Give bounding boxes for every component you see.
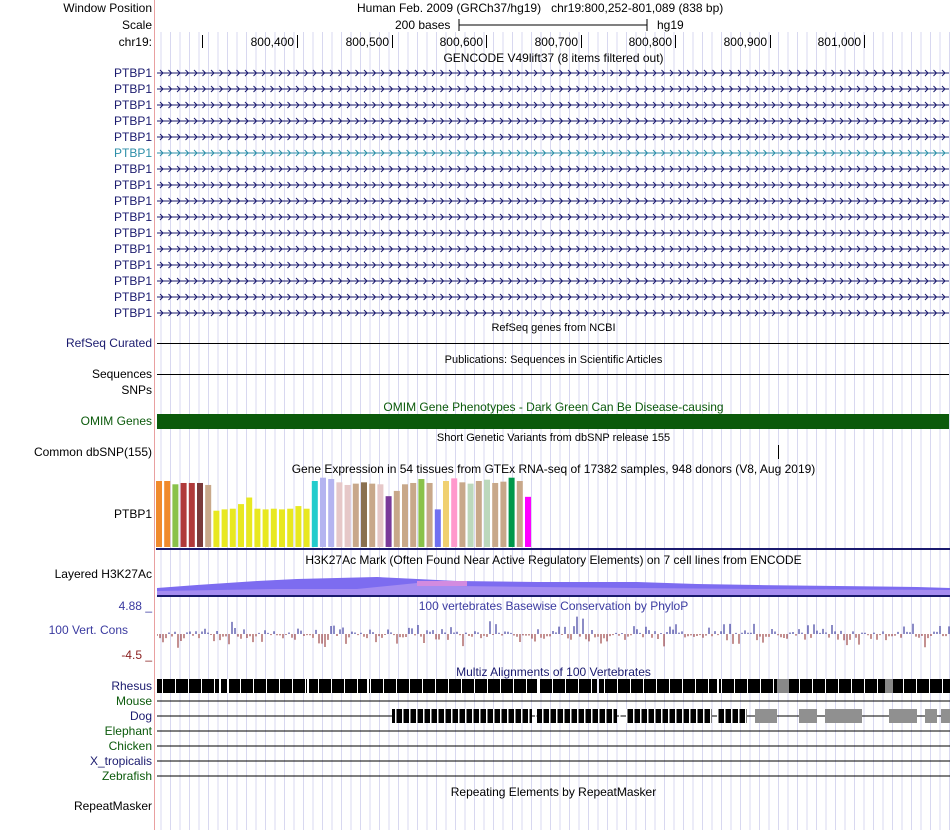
gtex-tissue-bar: [181, 483, 187, 547]
rhesus-gap: [318, 679, 319, 693]
gene-transcript[interactable]: [157, 81, 949, 97]
scale-db-text: hg19: [657, 18, 684, 32]
gtex-tissue-bar: [427, 483, 433, 547]
species-label[interactable]: Elephant: [104, 724, 152, 738]
rhesus-alignment-block: [309, 679, 367, 693]
dbsnp-track-title: Short Genetic Variants from dbSNP release 155: [436, 432, 671, 444]
gene-transcript[interactable]: [157, 129, 949, 145]
dog-gap: [598, 709, 600, 723]
dog-gap: [570, 709, 572, 723]
gene-label[interactable]: PTBP1: [113, 194, 152, 208]
omim-phenotype-bar[interactable]: [157, 414, 949, 429]
dog-gap: [577, 709, 579, 723]
dog-gap: [458, 709, 460, 723]
gtex-tissue-bar: [279, 509, 285, 547]
dog-gap: [500, 709, 502, 723]
pubs-track[interactable]: [157, 374, 949, 375]
rhesus-gap: [669, 679, 670, 693]
gtex-tissue-bar: [205, 485, 211, 547]
gene-label[interactable]: PTBP1: [113, 114, 152, 128]
dog-gap: [661, 709, 663, 723]
rhesus-gap: [201, 679, 202, 693]
rhesus-gap: [279, 679, 280, 693]
ruler-tick-mark: [202, 35, 203, 48]
pubs-track-title: Publications: Sequences in Scientific Articles: [444, 354, 663, 366]
gtex-tissue-bar: [410, 483, 416, 547]
gtex-tissue-bar: [320, 478, 326, 547]
gtex-tissue-bar: [443, 481, 449, 547]
gtex-tissue-bar: [500, 482, 506, 547]
assembly-text: Human Feb. 2009 (GRCh37/hg19): [357, 1, 542, 15]
ruler-tick-label: 800,400: [250, 35, 294, 49]
dog-unaligned-block: [889, 709, 917, 723]
omim-track-title: OMIM Gene Phenotypes - Dark Green Can Be Disease-causing: [383, 400, 724, 414]
gtex-tissue-bar: [386, 496, 392, 547]
dog-gap: [423, 709, 425, 723]
gtex-tissue-bar: [476, 481, 482, 547]
dog-unaligned-block: [925, 709, 937, 723]
rhesus-gap: [643, 679, 644, 693]
gtex-tissue-bar: [156, 481, 162, 547]
gtex-tissue-bar: [418, 479, 424, 547]
dog-gap: [451, 709, 453, 723]
dog-gap: [633, 709, 635, 723]
rhesus-gap: [591, 679, 592, 693]
rhesus-alignment-block: [893, 679, 950, 693]
dog-gap: [640, 709, 642, 723]
rhesus-alignment-block: [599, 679, 717, 693]
dog-unaligned-block: [941, 709, 950, 723]
gene-label[interactable]: PTBP1: [113, 178, 152, 192]
dog-gap: [395, 709, 397, 723]
ruler-tick-label: 801,000: [817, 35, 861, 49]
ruler-tick-mark: [297, 35, 298, 48]
base-position-ruler[interactable]: [157, 33, 950, 49]
dog-gap: [738, 709, 740, 723]
repeatmasker-track-title: Repeating Elements by RepeatMasker: [450, 785, 657, 799]
dog-gap: [486, 709, 488, 723]
species-label[interactable]: Mouse: [115, 694, 152, 708]
ruler-tick-mark: [675, 35, 676, 48]
rhesus-gap: [240, 679, 241, 693]
rhesus-unaligned-block: [885, 679, 893, 693]
species-label[interactable]: Dog: [129, 709, 152, 723]
rhesus-gap: [825, 679, 826, 693]
rhesus-gap: [812, 679, 813, 693]
gene-transcript[interactable]: [157, 257, 949, 273]
multiz-track-title: Multiz Alignments of 100 Vertebrates: [456, 665, 651, 679]
gene-label[interactable]: PTBP1: [113, 146, 152, 160]
gene-transcript[interactable]: [157, 145, 949, 161]
rhesus-gap: [175, 679, 176, 693]
gtex-tissue-bar: [287, 509, 293, 547]
gtex-tissue-bar: [468, 484, 474, 547]
rhesus-gap: [331, 679, 332, 693]
gtex-tissue-bar: [525, 497, 531, 547]
ruler-tick-mark: [392, 35, 393, 48]
gene-label[interactable]: PTBP1: [113, 98, 152, 112]
rhesus-gap: [513, 679, 514, 693]
gene-transcript[interactable]: [157, 273, 949, 289]
ruler-tick-label: 800,700: [534, 35, 578, 49]
dog-gap: [465, 709, 467, 723]
rhesus-gap: [435, 679, 436, 693]
rhesus-gap: [903, 679, 904, 693]
pubs-sequences-label[interactable]: Sequences: [91, 367, 152, 381]
gtex-tissue-bar: [492, 483, 498, 547]
rhesus-gap: [448, 679, 449, 693]
rhesus-alignment-block: [221, 679, 227, 693]
phylop-conservation-plot[interactable]: [157, 612, 950, 664]
gtex-tissue-bar: [459, 482, 465, 547]
rhesus-gap: [357, 679, 358, 693]
refseq-track[interactable]: [157, 343, 949, 344]
rhesus-gap: [162, 679, 163, 693]
rhesus-gap: [500, 679, 501, 693]
dog-gap: [696, 709, 698, 723]
h3k27ac-layer-pink: [417, 581, 467, 586]
gtex-tissue-bar: [361, 482, 367, 547]
gtex-tissue-bar: [213, 511, 219, 547]
dog-gap: [528, 709, 530, 723]
gene-transcript[interactable]: [157, 209, 949, 225]
position-text: chr19:800,252-801,089 (838 bp): [551, 1, 724, 15]
rhesus-gap: [604, 679, 605, 693]
h3k27ac-track-label[interactable]: Layered H3K27Ac: [54, 567, 152, 581]
rhesus-gap: [929, 679, 930, 693]
gene-transcript[interactable]: [157, 193, 949, 209]
dog-gap: [416, 709, 418, 723]
gtex-tissue-bar: [295, 506, 301, 547]
gencode-track-title: GENCODE V49lift37 (8 items filtered out): [443, 51, 664, 65]
rhesus-gap: [487, 679, 488, 693]
phylop-max-label: 4.88 _: [118, 599, 152, 613]
gene-label[interactable]: PTBP1: [113, 242, 152, 256]
rhesus-gap: [383, 679, 384, 693]
rhesus-gap: [851, 679, 852, 693]
gtex-tissue-bar: [377, 484, 383, 547]
dog-gap: [444, 709, 446, 723]
gene-transcript[interactable]: [157, 113, 949, 129]
scale-bar-text: 200 bases: [395, 18, 451, 32]
dog-gap: [703, 709, 705, 723]
dog-gap: [437, 709, 439, 723]
gtex-track-label[interactable]: PTBP1: [113, 507, 152, 521]
ruler-tick-label: 800,900: [723, 35, 767, 49]
species-label[interactable]: X_tropicalis: [89, 754, 152, 768]
dog-gap: [668, 709, 670, 723]
ruler-tick-mark: [581, 35, 582, 48]
window-position-label: Window Position: [63, 1, 152, 15]
gtex-tissue-bar: [172, 484, 178, 547]
rhesus-gap: [214, 679, 215, 693]
phylop-min-label: -4.5 _: [121, 648, 152, 662]
ruler-tick-label: 800,500: [345, 35, 389, 49]
dog-gap: [591, 709, 593, 723]
pubs-snps-label[interactable]: SNPs: [121, 383, 152, 397]
rhesus-gap: [838, 679, 839, 693]
dog-gap: [514, 709, 516, 723]
dog-gap: [479, 709, 481, 723]
scale-label: Scale: [121, 18, 152, 32]
dog-gap: [626, 709, 628, 723]
gene-transcript[interactable]: [157, 305, 949, 321]
gene-transcript[interactable]: [157, 65, 949, 81]
ruler-tick-mark: [864, 35, 865, 48]
gtex-tissue-bar: [435, 509, 441, 547]
gene-transcript[interactable]: [157, 177, 949, 193]
ruler-tick-mark: [770, 35, 771, 48]
species-label[interactable]: Chicken: [108, 739, 152, 753]
dog-gap: [682, 709, 684, 723]
rhesus-gap: [708, 679, 709, 693]
rhesus-gap: [526, 679, 527, 693]
gtex-tissue-bar: [271, 509, 277, 547]
rhesus-gap: [721, 679, 722, 693]
gtex-tissue-bar: [164, 481, 170, 547]
gtex-tissue-bar: [254, 509, 260, 547]
gtex-tissue-bar: [230, 509, 236, 547]
rhesus-gap: [773, 679, 774, 693]
dog-gap: [689, 709, 691, 723]
dog-alignment-block: [392, 709, 532, 723]
dog-unaligned-block: [755, 709, 777, 723]
dog-gap: [507, 709, 509, 723]
rhesus-alignment-block: [789, 679, 885, 693]
gtex-tissue-bar: [189, 483, 195, 547]
rhesus-gap: [864, 679, 865, 693]
dbsnp-track-label[interactable]: Common dbSNP(155): [33, 445, 152, 459]
ruler-tick-label: 800,800: [628, 35, 672, 49]
gtex-tissue-bar: [312, 481, 318, 547]
ruler-tick-label: 800,600: [439, 35, 483, 49]
repeatmasker-track-label[interactable]: RepeatMasker: [73, 799, 152, 813]
rhesus-unaligned-block: [777, 679, 789, 693]
dog-gap: [731, 709, 733, 723]
gene-transcript[interactable]: [157, 241, 949, 257]
dog-unaligned-block: [799, 709, 817, 723]
dog-gap: [535, 709, 537, 723]
rhesus-gap: [422, 679, 423, 693]
gtex-tissue-bar: [509, 478, 515, 547]
dog-gap: [409, 709, 411, 723]
multiz-alignment-blocks[interactable]: [157, 677, 950, 785]
phylop-track-title: 100 vertebrates Basewise Conservation by PhyloP: [418, 599, 689, 613]
dog-gap: [612, 709, 614, 723]
ruler-tick-mark: [486, 35, 487, 48]
gene-label[interactable]: PTBP1: [113, 162, 152, 176]
dog-gap: [521, 709, 523, 723]
chrom-label: chr19:: [118, 35, 152, 49]
rhesus-gap: [461, 679, 462, 693]
dog-gap: [493, 709, 495, 723]
gtex-tissue-bar: [222, 509, 228, 547]
dog-gap: [675, 709, 677, 723]
gene-label[interactable]: PTBP1: [113, 290, 152, 304]
dog-gap: [584, 709, 586, 723]
gtex-tissue-bar: [336, 482, 342, 547]
gtex-track-title: Gene Expression in 54 tissues from GTEx RNA-seq of 17382 samples, 948 donors (V8, Aug 2019): [291, 462, 816, 476]
gtex-tissue-bar: [345, 485, 351, 547]
dog-gap: [472, 709, 474, 723]
rhesus-gap: [396, 679, 397, 693]
rhesus-gap: [539, 679, 540, 693]
gtex-tissue-bar: [353, 484, 359, 547]
dog-gap: [745, 709, 747, 723]
species-label[interactable]: Rhesus: [111, 679, 152, 693]
dog-gap: [717, 709, 719, 723]
gene-label[interactable]: PTBP1: [113, 226, 152, 240]
dog-unaligned-block: [825, 709, 862, 723]
dog-gap: [619, 709, 621, 723]
refseq-track-title: RefSeq genes from NCBI: [491, 322, 616, 334]
gtex-tissue-bar: [328, 479, 334, 547]
rhesus-gap: [266, 679, 267, 693]
rhesus-gap: [656, 679, 657, 693]
rhesus-gap: [916, 679, 917, 693]
dog-gap: [710, 709, 712, 723]
rhesus-gap: [552, 679, 553, 693]
gtex-expression-chart[interactable]: [155, 476, 950, 551]
h3k27ac-track-title: H3K27Ac Mark (Often Found Near Active Regulatory Elements) on 7 cell lines from ENCODE: [305, 553, 802, 567]
gene-label[interactable]: PTBP1: [113, 258, 152, 272]
rhesus-gap: [630, 679, 631, 693]
gtex-tissue-bar: [369, 484, 375, 547]
gtex-tissue-bar: [517, 481, 523, 547]
rhesus-gap: [188, 679, 189, 693]
gene-transcript[interactable]: [157, 161, 949, 177]
dog-gap: [549, 709, 551, 723]
rhesus-gap: [760, 679, 761, 693]
rhesus-gap: [877, 679, 878, 693]
rhesus-gap: [617, 679, 618, 693]
rhesus-gap: [370, 679, 371, 693]
gtex-tissue-bar: [304, 509, 310, 547]
rhesus-gap: [253, 679, 254, 693]
rhesus-gap: [409, 679, 410, 693]
rhesus-gap: [565, 679, 566, 693]
dog-gap: [430, 709, 432, 723]
image-left-boundary: [154, 0, 155, 830]
rhesus-gap: [474, 679, 475, 693]
gtex-tissue-bar: [451, 478, 457, 547]
rhesus-gap: [227, 679, 228, 693]
gene-label[interactable]: PTBP1: [113, 130, 152, 144]
rhesus-gap: [682, 679, 683, 693]
dog-gap: [647, 709, 649, 723]
gtex-tissue-bar: [246, 498, 252, 548]
rhesus-gap: [942, 679, 943, 693]
window-position-text[interactable]: [357, 1, 723, 15]
rhesus-alignment-block: [539, 679, 597, 693]
rhesus-gap: [305, 679, 306, 693]
species-label[interactable]: Zebrafish: [101, 769, 152, 783]
dog-gap: [724, 709, 726, 723]
gtex-tissue-bar: [402, 484, 408, 547]
gene-transcript[interactable]: [157, 225, 949, 241]
rhesus-gap: [799, 679, 800, 693]
rhesus-gap: [578, 679, 579, 693]
refseq-track-label[interactable]: RefSeq Curated: [65, 336, 152, 350]
omim-track-label[interactable]: OMIM Genes: [80, 414, 152, 428]
gene-transcript[interactable]: [157, 289, 949, 305]
rhesus-gap: [747, 679, 748, 693]
gene-transcript[interactable]: [157, 97, 949, 113]
rhesus-gap: [695, 679, 696, 693]
dog-gap: [402, 709, 404, 723]
rhesus-gap: [734, 679, 735, 693]
gene-label[interactable]: PTBP1: [113, 82, 152, 96]
h3k27ac-signal[interactable]: [157, 567, 950, 597]
dog-gap: [654, 709, 656, 723]
scale-bar: [455, 17, 655, 33]
gene-label[interactable]: PTBP1: [113, 274, 152, 288]
dog-gap: [542, 709, 544, 723]
gtex-tissue-bar: [197, 483, 203, 547]
dog-gap: [563, 709, 565, 723]
phylop-track-label[interactable]: 100 Vert. Cons: [48, 623, 128, 637]
gtex-tissue-bar: [263, 509, 269, 547]
gtex-tissue-bar: [238, 504, 244, 547]
rhesus-gap: [292, 679, 293, 693]
dbsnp-variant[interactable]: [778, 445, 779, 459]
gene-label[interactable]: PTBP1: [113, 210, 152, 224]
dog-gap: [556, 709, 558, 723]
dog-gap: [605, 709, 607, 723]
rhesus-gap: [344, 679, 345, 693]
gtex-tissue-bar: [394, 491, 400, 547]
gene-label[interactable]: PTBP1: [113, 306, 152, 320]
gene-label[interactable]: PTBP1: [113, 66, 152, 80]
rhesus-alignment-block: [369, 679, 537, 693]
gtex-tissue-bar: [484, 480, 490, 547]
